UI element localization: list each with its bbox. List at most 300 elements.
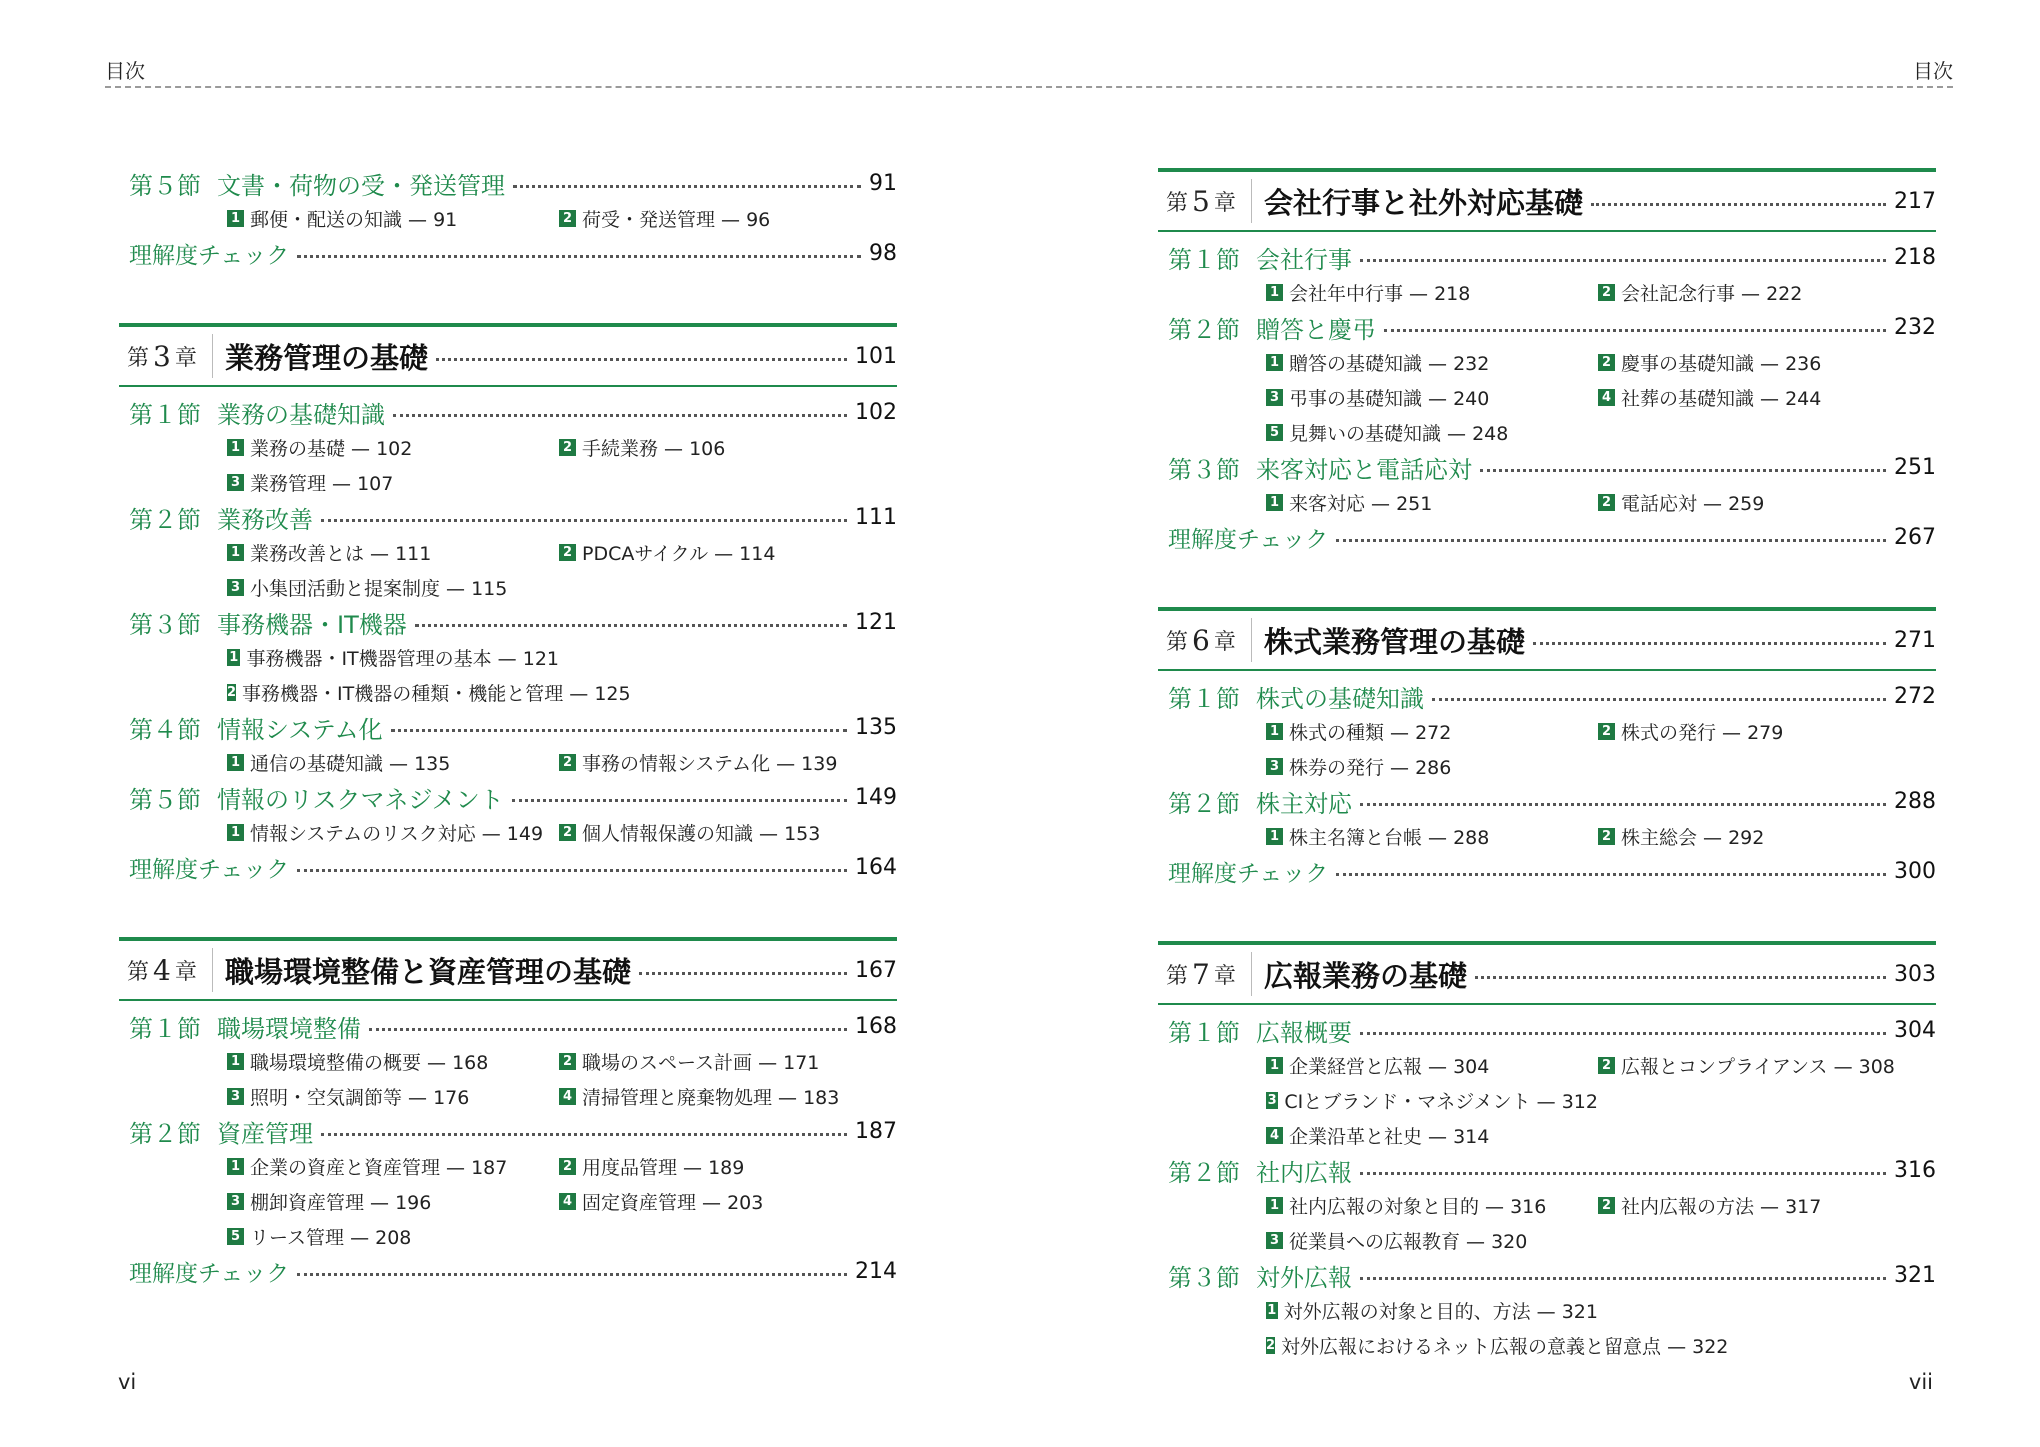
chapter-suffix: 章 xyxy=(174,345,197,371)
item-number-badge: 4 xyxy=(559,1193,576,1210)
section-number: 第１節 xyxy=(129,1015,201,1043)
review-check-title: 理解度チェック xyxy=(1168,861,1329,887)
review-check-title: 理解度チェック xyxy=(129,243,290,269)
section-title: 会社行事 xyxy=(1256,246,1352,274)
chapter-num: 3 xyxy=(153,339,171,373)
item-number-badge: 1 xyxy=(1266,1197,1283,1214)
section-page: 187 xyxy=(855,1119,897,1144)
section-entry[interactable] xyxy=(1158,784,1936,819)
subitem-row xyxy=(1158,415,1936,450)
toc-subitem[interactable] xyxy=(559,1048,819,1075)
leader-dots xyxy=(512,799,847,802)
chapter-page: 271 xyxy=(1894,627,1936,653)
review-check-page: 214 xyxy=(855,1259,897,1284)
chapter-heading[interactable] xyxy=(1158,941,1936,1005)
chapter-suffix: 章 xyxy=(1213,963,1236,989)
chapter-suffix: 章 xyxy=(1213,629,1236,655)
subitem-text: 対外広報の対象と目的、方法 — 321 xyxy=(1283,1301,1598,1323)
chapter-number xyxy=(119,948,213,992)
chapter-title: 広報業務の基礎 xyxy=(1264,958,1468,993)
subitem-row xyxy=(1158,1188,1936,1223)
toc-subitem[interactable] xyxy=(1266,1332,1729,1359)
chapter-prefix: 第 xyxy=(1166,629,1189,655)
item-number-badge: 2 xyxy=(1598,723,1615,740)
toc-subitem[interactable] xyxy=(227,749,559,776)
chapter-heading[interactable] xyxy=(1158,607,1936,671)
subitem-text: 電話応対 — 259 xyxy=(1621,493,1765,515)
section-number: 第２節 xyxy=(1168,1159,1240,1187)
subitem-text: 棚卸資産管理 — 196 xyxy=(250,1192,432,1214)
subitem-text: 手続業務 — 106 xyxy=(582,438,726,460)
toc-subitem[interactable] xyxy=(1266,1087,1598,1114)
leader-dots xyxy=(1360,803,1886,806)
subitem-text: 通信の基礎知識 — 135 xyxy=(250,753,451,775)
toc-subitem[interactable] xyxy=(1598,384,1821,411)
review-check-title: 理解度チェック xyxy=(1168,527,1329,553)
chapter-page: 303 xyxy=(1894,961,1936,987)
subitem-row xyxy=(1158,1293,1936,1328)
chapter-num: 7 xyxy=(1192,957,1210,991)
review-check-page: 164 xyxy=(855,855,897,880)
section-number: 第３節 xyxy=(1168,456,1240,484)
toc-subitem[interactable] xyxy=(1266,753,1598,780)
review-check-entry[interactable] xyxy=(1158,520,1936,555)
subitem-row xyxy=(1158,345,1936,380)
subitem-text: 株券の発行 — 286 xyxy=(1289,757,1452,779)
chapter-heading[interactable] xyxy=(119,937,897,1001)
subitem-text: 弔事の基礎知識 — 240 xyxy=(1289,388,1490,410)
leader-dots xyxy=(1475,976,1886,979)
subitem-row xyxy=(1158,1083,1936,1118)
section-page: 91 xyxy=(869,171,897,196)
item-number-badge: 1 xyxy=(227,754,244,771)
toc-subitem[interactable] xyxy=(1266,823,1598,850)
chapter-number xyxy=(1158,618,1252,662)
subitem-text: 来客対応 — 251 xyxy=(1289,493,1433,515)
leader-dots xyxy=(1360,1172,1886,1175)
toc-subitem[interactable] xyxy=(1266,419,1598,446)
subitem-row xyxy=(119,1184,897,1219)
item-number-badge: 4 xyxy=(1266,1127,1283,1144)
toc-subitem[interactable] xyxy=(227,574,559,601)
toc-subitem[interactable] xyxy=(559,205,770,232)
item-number-badge: 2 xyxy=(1598,354,1615,371)
section-page: 111 xyxy=(855,505,897,530)
subitem-text: 清掃管理と廃棄物処理 — 183 xyxy=(582,1087,840,1109)
section-entry[interactable] xyxy=(1158,1013,1936,1048)
item-number-badge: 2 xyxy=(1598,828,1615,845)
subitem-row xyxy=(1158,380,1936,415)
toc-subitem[interactable] xyxy=(1266,1227,1598,1254)
section-title: 情報システム化 xyxy=(217,716,383,744)
chapter-prefix: 第 xyxy=(1166,190,1189,216)
chapter-prefix: 第 xyxy=(1166,963,1189,989)
review-check-entry[interactable] xyxy=(119,236,897,271)
subitem-row xyxy=(1158,1328,1936,1363)
section-entry[interactable] xyxy=(119,605,897,640)
leader-dots xyxy=(321,519,847,522)
chapter-heading[interactable] xyxy=(1158,168,1936,232)
subitem-text: リース管理 — 208 xyxy=(250,1227,412,1249)
chapter-heading[interactable] xyxy=(119,323,897,387)
review-check-page: 267 xyxy=(1894,525,1936,550)
item-number-badge: 3 xyxy=(227,474,244,491)
subitem-text: 職場のスペース計画 — 171 xyxy=(582,1052,820,1074)
spacer xyxy=(1158,889,1936,911)
section-page: 168 xyxy=(855,1014,897,1039)
section-title: 対外広報 xyxy=(1256,1264,1352,1292)
toc-subitem[interactable] xyxy=(1598,823,1764,850)
leader-dots xyxy=(393,414,847,417)
subitem-text: 会社記念行事 — 222 xyxy=(1621,283,1803,305)
toc-subitem[interactable] xyxy=(1598,489,1764,516)
leader-dots xyxy=(1336,873,1886,876)
toc-subitem[interactable] xyxy=(1598,1192,1821,1219)
subitem-text: 株式の種類 — 272 xyxy=(1289,722,1452,744)
toc-subitem[interactable] xyxy=(227,1223,559,1250)
chapter-num: 5 xyxy=(1192,184,1210,218)
running-header-right: 目次 xyxy=(1913,59,1953,83)
section-page: 218 xyxy=(1894,245,1936,270)
section-page: 232 xyxy=(1894,315,1936,340)
subitem-row xyxy=(119,815,897,850)
section-number: 第１節 xyxy=(1168,1019,1240,1047)
item-number-badge: 5 xyxy=(1266,424,1283,441)
toc-subitem[interactable] xyxy=(1266,1297,1598,1324)
subitem-row xyxy=(1158,1048,1936,1083)
section-title: 株式の基礎知識 xyxy=(1256,685,1424,713)
spacer xyxy=(1158,555,1936,577)
toc-subitem[interactable] xyxy=(559,819,820,846)
toc-subitem[interactable] xyxy=(559,1188,763,1215)
running-header-left: 目次 xyxy=(105,59,145,83)
subitem-row xyxy=(119,1219,897,1254)
section-entry[interactable] xyxy=(1158,1153,1936,1188)
item-number-badge: 1 xyxy=(227,1158,244,1175)
section-entry[interactable] xyxy=(1158,240,1936,275)
toc-left-page xyxy=(119,166,897,1289)
chapter-page: 217 xyxy=(1894,188,1936,214)
chapter-prefix: 第 xyxy=(127,345,150,371)
item-number-badge: 2 xyxy=(1266,1338,1276,1353)
page-number-left: vi xyxy=(118,1370,137,1394)
chapter-title: 職場環境整備と資産管理の基礎 xyxy=(225,954,632,989)
subitem-text: 事務の情報システム化 — 139 xyxy=(582,753,838,775)
item-number-badge: 3 xyxy=(227,579,244,596)
section-title: 職場環境整備 xyxy=(217,1015,361,1043)
section-page: 135 xyxy=(855,715,897,740)
section-title: 贈答と慶弔 xyxy=(1256,316,1376,344)
section-page: 321 xyxy=(1894,1263,1936,1288)
section-entry[interactable] xyxy=(119,780,897,815)
leader-dots xyxy=(436,358,847,361)
leader-dots xyxy=(1591,203,1886,206)
section-title: 広報概要 xyxy=(1256,1019,1352,1047)
leader-dots xyxy=(415,624,847,627)
item-number-badge: 1 xyxy=(227,1053,244,1070)
subitem-row xyxy=(119,535,897,570)
subitem-text: 贈答の基礎知識 — 232 xyxy=(1289,353,1490,375)
header-divider xyxy=(105,86,1953,88)
subitem-row xyxy=(119,1079,897,1114)
section-number: 第３節 xyxy=(1168,1264,1240,1292)
leader-dots xyxy=(1480,469,1886,472)
item-number-badge: 5 xyxy=(227,1228,244,1245)
section-title: 株主対応 xyxy=(1256,790,1352,818)
item-number-badge: 1 xyxy=(227,544,244,561)
item-number-badge: 2 xyxy=(559,544,576,561)
subitem-row xyxy=(119,465,897,500)
section-title: 業務改善 xyxy=(217,506,313,534)
chapter-title: 株式業務管理の基礎 xyxy=(1264,624,1526,659)
subitem-text: 社葬の基礎知識 — 244 xyxy=(1621,388,1822,410)
subitem-text: 慶事の基礎知識 — 236 xyxy=(1621,353,1822,375)
item-number-badge: 2 xyxy=(1598,494,1615,511)
item-number-badge: 4 xyxy=(559,1088,576,1105)
subitem-row xyxy=(119,745,897,780)
section-entry[interactable] xyxy=(1158,679,1936,714)
review-check-page: 98 xyxy=(869,241,897,266)
chapter-number xyxy=(1158,952,1252,996)
subitem-text: 社内広報の対象と目的 — 316 xyxy=(1289,1196,1547,1218)
toc-subitem[interactable] xyxy=(227,469,559,496)
subitem-row xyxy=(1158,749,1936,784)
subitem-text: 業務管理 — 107 xyxy=(250,473,394,495)
chapter-title: 会社行事と社外対応基礎 xyxy=(1264,185,1584,220)
subitem-text: 用度品管理 — 189 xyxy=(582,1157,745,1179)
toc-subitem[interactable] xyxy=(1266,1122,1598,1149)
section-page: 121 xyxy=(855,610,897,635)
section-page: 149 xyxy=(855,785,897,810)
section-page: 102 xyxy=(855,400,897,425)
subitem-text: 広報とコンプライアンス — 308 xyxy=(1621,1056,1895,1078)
leader-dots xyxy=(369,1028,847,1031)
toc-subitem[interactable] xyxy=(1598,1052,1895,1079)
section-entry[interactable] xyxy=(1158,310,1936,345)
item-number-badge: 3 xyxy=(1267,1093,1277,1108)
subitem-row xyxy=(119,1149,897,1184)
section-title: 業務の基礎知識 xyxy=(217,401,385,429)
item-number-badge: 3 xyxy=(1266,389,1283,406)
item-number-badge: 2 xyxy=(559,1053,576,1070)
section-number: 第５節 xyxy=(129,172,201,200)
section-title: 文書・荷物の受・発送管理 xyxy=(217,172,505,200)
item-number-badge: 4 xyxy=(1598,389,1615,406)
section-page: 251 xyxy=(1894,455,1936,480)
chapter-page: 101 xyxy=(855,343,897,369)
leader-dots xyxy=(297,1273,847,1276)
toc-subitem[interactable] xyxy=(227,1083,559,1110)
chapter-page: 167 xyxy=(855,957,897,983)
subitem-row xyxy=(119,1044,897,1079)
page-number-right: vii xyxy=(1908,1370,1933,1394)
toc-subitem[interactable] xyxy=(559,1083,839,1110)
item-number-badge: 1 xyxy=(227,210,244,227)
subitem-text: 情報システムのリスク対応 — 149 xyxy=(250,823,544,845)
subitem-row xyxy=(119,430,897,465)
toc-subitem[interactable] xyxy=(559,434,725,461)
toc-subitem[interactable] xyxy=(559,749,837,776)
subitem-text: 職場環境整備の概要 — 168 xyxy=(250,1052,489,1074)
section-entry[interactable] xyxy=(119,395,897,430)
item-number-badge: 2 xyxy=(559,754,576,771)
toc-subitem[interactable] xyxy=(1598,279,1802,306)
section-page: 272 xyxy=(1894,684,1936,709)
toc-subitem[interactable] xyxy=(559,1153,744,1180)
leader-dots xyxy=(1336,539,1886,542)
subitem-text: 対外広報におけるネット広報の意義と留意点 — 322 xyxy=(1281,1336,1729,1358)
subitem-text: 株主総会 — 292 xyxy=(1621,827,1765,849)
toc-subitem[interactable] xyxy=(227,644,559,671)
toc-subitem[interactable] xyxy=(1266,349,1598,376)
item-number-badge: 2 xyxy=(559,210,576,227)
toc-subitem[interactable] xyxy=(227,1048,559,1075)
subitem-text: 業務改善とは — 111 xyxy=(250,543,432,565)
subitem-text: 企業経営と広報 — 304 xyxy=(1289,1056,1490,1078)
item-number-badge: 3 xyxy=(1266,758,1283,775)
subitem-text: 事務機器・IT機器管理の基本 — 121 xyxy=(246,648,559,670)
section-page: 316 xyxy=(1894,1158,1936,1183)
toc-subitem[interactable] xyxy=(559,539,775,566)
subitem-text: 株式の発行 — 279 xyxy=(1621,722,1784,744)
section-title: 情報のリスクマネジメント xyxy=(217,786,504,814)
subitem-row xyxy=(119,640,897,675)
toc-subitem[interactable] xyxy=(227,539,559,566)
subitem-text: 個人情報保護の知識 — 153 xyxy=(582,823,821,845)
leader-dots xyxy=(513,185,861,188)
review-check-entry[interactable] xyxy=(119,1254,897,1289)
toc-subitem[interactable] xyxy=(1266,718,1598,745)
item-number-badge: 2 xyxy=(227,685,237,700)
section-number: 第５節 xyxy=(129,786,201,814)
review-check-entry[interactable] xyxy=(1158,854,1936,889)
section-number: 第３節 xyxy=(129,611,201,639)
item-number-badge: 2 xyxy=(559,1158,576,1175)
toc-subitem[interactable] xyxy=(1266,1052,1598,1079)
item-number-badge: 2 xyxy=(1598,1057,1615,1074)
toc-subitem[interactable] xyxy=(1598,349,1821,376)
item-number-badge: 3 xyxy=(227,1193,244,1210)
item-number-badge: 3 xyxy=(227,1088,244,1105)
item-number-badge: 1 xyxy=(1266,284,1283,301)
chapter-number xyxy=(119,334,213,378)
toc-subitem[interactable] xyxy=(1266,489,1598,516)
subitem-text: 業務の基礎 — 102 xyxy=(250,438,413,460)
section-number: 第１節 xyxy=(1168,685,1240,713)
subitem-text: PDCAサイクル — 114 xyxy=(582,543,776,565)
toc-right-page xyxy=(1158,168,1936,1363)
item-number-badge: 1 xyxy=(1266,354,1283,371)
section-page: 304 xyxy=(1894,1018,1936,1043)
toc-subitem[interactable] xyxy=(227,1188,559,1215)
section-title: 社内広報 xyxy=(1256,1159,1352,1187)
chapter-num: 4 xyxy=(153,953,171,987)
subitem-text: 郵便・配送の知識 — 91 xyxy=(250,209,458,231)
subitem-text: CIとブランド・マネジメント — 312 xyxy=(1284,1091,1598,1113)
toc-subitem[interactable] xyxy=(227,679,631,706)
item-number-badge: 1 xyxy=(1266,828,1283,845)
toc-subitem[interactable] xyxy=(227,819,559,846)
subitem-text: 株主名簿と台帳 — 288 xyxy=(1289,827,1490,849)
subitem-row xyxy=(1158,275,1936,310)
subitem-text: 事務機器・IT機器の種類・機能と管理 — 125 xyxy=(242,683,631,705)
chapter-num: 6 xyxy=(1192,623,1210,657)
chapter-suffix: 章 xyxy=(1213,190,1236,216)
leader-dots xyxy=(1360,259,1886,262)
review-check-page: 300 xyxy=(1894,859,1936,884)
leader-dots xyxy=(321,1133,847,1136)
section-number: 第４節 xyxy=(129,716,201,744)
leader-dots xyxy=(297,255,861,258)
spacer xyxy=(119,271,897,293)
item-number-badge: 1 xyxy=(1267,1303,1277,1318)
section-title: 資産管理 xyxy=(217,1120,313,1148)
section-entry[interactable] xyxy=(119,166,897,201)
section-number: 第２節 xyxy=(1168,790,1240,818)
section-entry[interactable] xyxy=(119,1009,897,1044)
toc-subitem[interactable] xyxy=(227,434,559,461)
item-number-badge: 1 xyxy=(1266,723,1283,740)
subitem-row xyxy=(1158,714,1936,749)
subitem-text: 社内広報の方法 — 317 xyxy=(1621,1196,1822,1218)
section-entry[interactable] xyxy=(1158,1258,1936,1293)
item-number-badge: 2 xyxy=(559,824,576,841)
item-number-badge: 1 xyxy=(1266,494,1283,511)
section-title: 事務機器・IT機器 xyxy=(217,611,407,639)
section-entry[interactable] xyxy=(119,710,897,745)
subitem-text: 小集団活動と提案制度 — 115 xyxy=(250,578,508,600)
section-number: 第１節 xyxy=(1168,246,1240,274)
subitem-row xyxy=(1158,485,1936,520)
toc-subitem[interactable] xyxy=(1266,384,1598,411)
item-number-badge: 1 xyxy=(227,824,244,841)
spacer xyxy=(119,885,897,907)
subitem-text: 企業の資産と資産管理 — 187 xyxy=(250,1157,508,1179)
toc-subitem[interactable] xyxy=(1266,1192,1598,1219)
toc-subitem[interactable] xyxy=(1598,718,1783,745)
leader-dots xyxy=(391,729,847,732)
section-entry[interactable] xyxy=(1158,450,1936,485)
toc-subitem[interactable] xyxy=(227,1153,559,1180)
chapter-title: 業務管理の基礎 xyxy=(225,340,429,375)
leader-dots xyxy=(297,869,847,872)
section-title: 来客対応と電話応対 xyxy=(1256,456,1472,484)
subitem-text: 会社年中行事 — 218 xyxy=(1289,283,1471,305)
section-number: 第２節 xyxy=(129,1120,201,1148)
section-page: 288 xyxy=(1894,789,1936,814)
toc-subitem[interactable] xyxy=(227,205,559,232)
leader-dots xyxy=(1384,329,1886,332)
section-number: 第２節 xyxy=(1168,316,1240,344)
subitem-row xyxy=(1158,1223,1936,1258)
section-entry[interactable] xyxy=(119,500,897,535)
toc-subitem[interactable] xyxy=(1266,279,1598,306)
section-number: 第２節 xyxy=(129,506,201,534)
leader-dots xyxy=(639,972,847,975)
leader-dots xyxy=(1432,698,1886,701)
review-check-entry[interactable] xyxy=(119,850,897,885)
item-number-badge: 1 xyxy=(227,649,240,666)
item-number-badge: 2 xyxy=(559,439,576,456)
review-check-title: 理解度チェック xyxy=(129,1261,290,1287)
section-number: 第１節 xyxy=(129,401,201,429)
section-entry[interactable] xyxy=(119,1114,897,1149)
item-number-badge: 2 xyxy=(1598,284,1615,301)
chapter-suffix: 章 xyxy=(174,959,197,985)
subitem-row xyxy=(1158,1118,1936,1153)
subitem-text: 従業員への広報教育 — 320 xyxy=(1289,1231,1528,1253)
chapter-prefix: 第 xyxy=(127,959,150,985)
